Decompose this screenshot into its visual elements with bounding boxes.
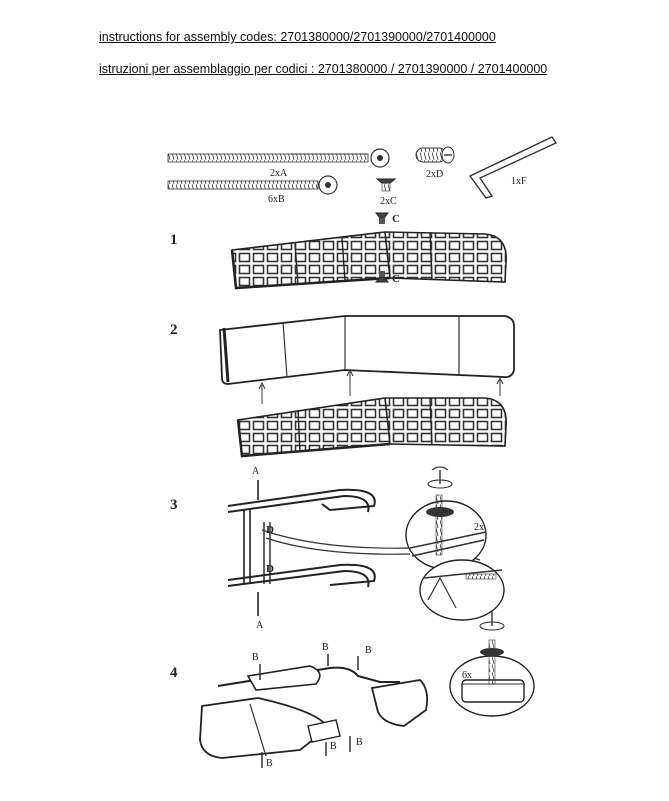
label-2xd: 2xD	[426, 169, 444, 180]
step-3-number: 3	[170, 497, 178, 513]
step-1-number: 1	[170, 232, 178, 248]
step-4-label-6x: 6x	[462, 670, 472, 681]
step-3-detail-circle-bottom	[420, 560, 504, 620]
step-3-label-d-top: D	[266, 524, 274, 536]
step-4-label-b6: B	[266, 758, 273, 769]
step-2-grid-panel	[238, 398, 506, 456]
step-4-label-b5: B	[356, 737, 363, 748]
step-4-label-b4: B	[330, 741, 337, 752]
step-3-label-2x: 2x	[474, 522, 484, 533]
label-2xa: 2xA	[270, 168, 288, 179]
screw-b-icon	[168, 176, 337, 194]
step-2-cushion	[220, 316, 514, 384]
connector-d-icon	[416, 147, 454, 163]
step-3-label-d-bottom: D	[266, 563, 274, 575]
step-3-label-a-top: A	[252, 466, 260, 477]
step-1-label-c-bottom: C	[392, 273, 400, 285]
screw-a-icon	[168, 149, 389, 167]
header-title-en: instructions for assembly codes: 2701380000/2701390000/2701400000	[99, 30, 496, 44]
step-4-detail-circle	[450, 612, 534, 716]
hex-key-f-icon	[470, 137, 556, 198]
step-3-label-a-bottom: A	[256, 620, 264, 631]
header-title-it: istruzioni per assemblaggio per codici : 2701380000 / 2701390000 / 2701400000	[99, 62, 548, 76]
step-4-number: 4	[170, 665, 178, 681]
step-4-chair	[200, 654, 427, 768]
bolt-c-icon	[377, 179, 395, 191]
step-1-label-c-top: C	[392, 213, 400, 225]
step-4-label-b2: B	[322, 642, 329, 653]
step-1-grid-panel	[232, 232, 506, 288]
step-3-detail-circle-top	[406, 467, 486, 569]
step-4-label-b1: B	[252, 652, 259, 663]
label-2xc: 2xC	[380, 196, 397, 207]
step-2-number: 2	[170, 322, 178, 338]
label-1xf: 1xF	[511, 176, 527, 187]
label-6xb: 6xB	[268, 194, 285, 205]
step-4-label-b3: B	[365, 645, 372, 656]
